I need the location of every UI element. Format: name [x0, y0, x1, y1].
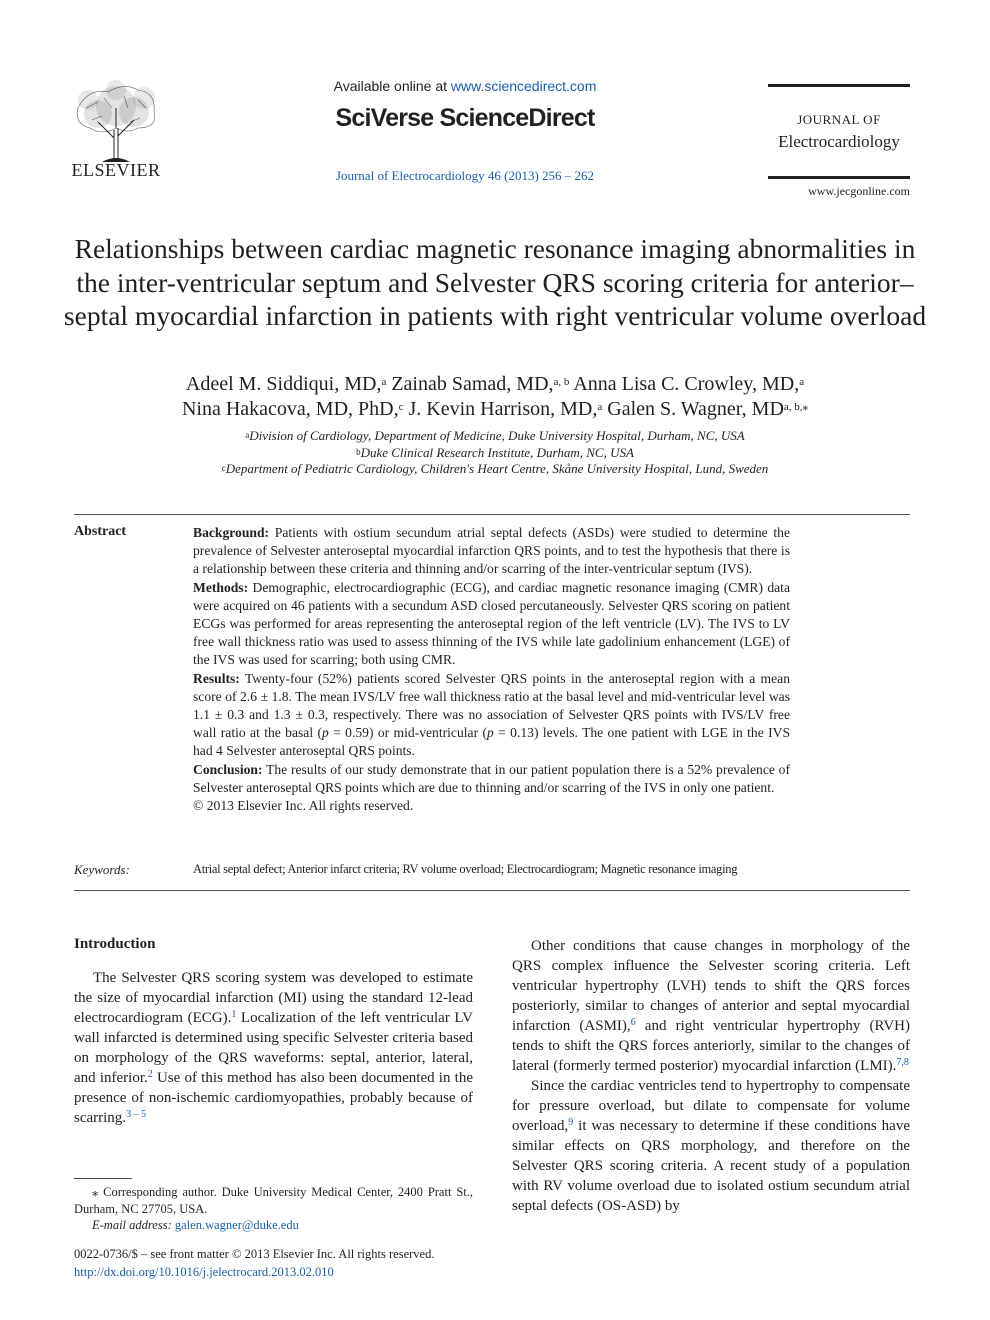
affiliation-text: Duke Clinical Research Institute, Durham, NC, USA [360, 444, 634, 460]
paragraph-text: Use of this method has also been documented in the presence of non-ischemic cardiomyopathies, probably because of scarring. [74, 1070, 474, 1126]
affiliation-mark: c [221, 463, 226, 473]
paragraph-text: and right ventricular hypertrophy (RVH) tends to shift the QRS forces anteriorly, similar to the changes of lateral (formerly termed posterior) myocardial infarction (LMI). [512, 1018, 911, 1074]
journal-of-label: JOURNAL OF [797, 112, 881, 127]
email-line [74, 1217, 473, 1234]
email-label: E-mail address: [92, 1218, 175, 1232]
section-text: Twenty-four (52%) patients scored Selvester QRS points in the anteroseptal region with a mean score of 2.6 ± 1.8. The mean IVS/LV free wall thickness ratio at the basal level and mid-ventricular level was 1.1 ± 0.3 and 1.3 ± 0.3, respectively. There was no association of Selvester QRS points with IVS/LV free wall ratio at the basal ( [193, 670, 790, 741]
author-name[interactable]: Galen S. Wagner, MD [607, 398, 784, 420]
section-head: Methods: [193, 579, 249, 595]
author-affil-mark: c [398, 401, 404, 413]
author-name[interactable]: J. Kevin Harrison, MD, [408, 398, 598, 420]
section-head: Results: [193, 670, 240, 686]
affiliation-item [60, 428, 930, 445]
issn-block [74, 1246, 494, 1281]
abstract-label: Abstract [74, 524, 127, 539]
platform-name: SciVerse ScienceDirect [335, 104, 595, 132]
abstract-results [193, 670, 790, 761]
reference-link[interactable]: 3 – 5 [126, 1109, 147, 1120]
abstract-background [193, 524, 790, 579]
issn-line: 0022-0736/$ – see front matter © 2013 Elsevier Inc. All rights reserved. [74, 1247, 435, 1261]
affiliation-mark: a [245, 430, 250, 440]
affiliation-item [60, 461, 930, 478]
affiliation-mark: b [356, 446, 361, 457]
abstract-top-rule [74, 514, 910, 515]
paragraph-text: The Selvester QRS scoring system was developed to estimate the size of myocardial infarction (MI) using the standard 12-lead electrocardiogram (ECG). [74, 970, 473, 1026]
section-head: Background: [193, 525, 270, 540]
sciencedirect-link[interactable]: www.sciencedirect.com [450, 78, 597, 94]
p-value-symbol: p [322, 725, 329, 741]
abstract-body [193, 524, 790, 815]
reference-link[interactable]: 6 [630, 1017, 636, 1028]
author-name[interactable]: Nina Hakacova, MD, PhD, [181, 398, 399, 420]
section-text: = 0.13) levels. The one patient with LGE in the IVS had 4 Selvester anteroseptal QRS points. [193, 725, 791, 759]
author-affil-mark: a [381, 376, 387, 388]
author-affil-mark: a, b,⁎ [783, 401, 809, 413]
affiliation-item [60, 445, 930, 462]
corresponding-footnote [74, 1184, 473, 1234]
author-name[interactable]: Adeel M. Siddiqui, MD, [185, 373, 382, 395]
affiliation-text: Division of Cardiology, Department of Medicine, Duke University Hospital, Durham, NC, USA [249, 428, 745, 443]
abstract-bottom-rule [74, 890, 910, 891]
journal-rule-top [768, 84, 910, 87]
reference-link[interactable]: 7,8 [896, 1057, 909, 1068]
corresponding-author: ⁎ Corresponding author. Duke University Medical Center, 2400 Pratt St., Durham, NC 27705, USA. [74, 1185, 473, 1216]
keywords-list: Atrial septal defect; Anterior infarct criteria; RV volume overload; Electrocardiogram; Magnetic resonance imaging [193, 862, 738, 876]
paragraph [74, 968, 473, 1128]
right-column [512, 936, 910, 1216]
left-column [74, 968, 473, 1128]
article-title: Relationships between cardiac magnetic resonance imaging abnormalities in the inter-ventricular septum and Selvester QRS scoring criteria for anterior–septal myocardial infarction in patients with right ventricular volume overload [63, 233, 927, 331]
paragraph-text: Other conditions that cause changes in morphology of the QRS complex influence the Selvester scoring criteria. Left ventricular hypertrophy (LVH) tends to shift the QRS forces posteriorly, similar to changes of anterior and septal myocardial infarction (ASMI), [512, 938, 910, 1034]
author-affil-mark: a [597, 401, 603, 413]
author-affil-mark: a [799, 376, 805, 388]
section-text: Patients with ostium secundum atrial septal defects (ASDs) were studied to determine the prevalence of Selvester anteroseptal myocardial infarction QRS points, and to test the hypothesis that there is a relationship between these criteria and thinning and/or scarring of the inter-ventricular septum (IVS). [193, 525, 790, 577]
section-text: Demographic, electrocardiographic (ECG), and cardiac magnetic resonance imaging (CMR) data were acquired on 46 patients with a secundum ASD closed percutaneously. Selvester QRS scoring on patient ECGs was performed for areas representing the anteroseptal region of the left ventricle (LV). The IVS to LV free wall thickness ratio was used to assess thinning of the IVS while late gadolinium enhancement (LGE) of the IVS was used for scarring; both using CMR. [193, 579, 790, 668]
publisher-wordmark: ELSEVIER [71, 160, 161, 180]
paragraph-text: Localization of the left ventricular LV wall infarcted is determined using specific Selvester criteria based on morphology of the QRS waveforms: septal, anterior, lateral, and inferior. [74, 1010, 474, 1086]
reference-link[interactable]: 1 [231, 1009, 237, 1020]
journal-name: Electrocardiology [778, 132, 900, 151]
journal-rule-bottom [768, 176, 910, 179]
footnote-rule [74, 1178, 132, 1179]
affiliations [60, 428, 930, 478]
section-text: The results of our study demonstrate that in our patient population there is a 52% prevalence of Selvester anteroseptal QRS points which are due to thinning and/or scarring of the IVS in only one patient. [193, 761, 790, 795]
author-list [60, 372, 930, 422]
p-value-symbol: p [486, 725, 494, 741]
doi-link[interactable]: http://dx.doi.org/10.1016/j.jelectrocard.2013.02.010 [74, 1264, 334, 1279]
abstract-methods [193, 579, 790, 670]
paragraph-text: it was necessary to determine if these conditions have similar effects on QRS morphology, and therefore on the Selvester QRS scoring criteria. A recent study of a population with RV volume overload due to isolated ostium secundum atrial septal defects (OS-ASD) by [512, 1118, 910, 1214]
paragraph-text: Since the cardiac ventricles tend to hypertrophy to compensate for pressure overload, but dilate to compensate for volume overload, [512, 1078, 910, 1134]
author-name[interactable]: Zainab Samad, MD, [391, 373, 554, 395]
journal-url-link[interactable]: www.jecgonline.com [808, 184, 910, 198]
available-online-line [300, 78, 630, 94]
section-head: Conclusion: [193, 761, 263, 777]
author-affil-mark: a, b [553, 376, 570, 388]
email-link[interactable]: galen.wagner@duke.edu [174, 1218, 299, 1232]
affiliation-text: Department of Pediatric Cardiology, Children's Heart Centre, Skåne University Hospital, Lund, Sweden [225, 461, 769, 476]
abstract-conclusion [193, 761, 790, 797]
paragraph [512, 1076, 910, 1216]
author-line-1 [60, 372, 930, 397]
available-prefix: Available online at [333, 78, 451, 94]
reference-link[interactable]: 2 [147, 1069, 153, 1080]
paragraph [512, 936, 910, 1076]
keywords-label: Keywords: [74, 862, 130, 877]
author-name[interactable]: Anna Lisa C. Crowley, MD, [573, 373, 800, 395]
introduction-heading: Introduction [74, 936, 156, 952]
reference-link[interactable]: 9 [568, 1117, 574, 1128]
author-line-2 [60, 397, 930, 422]
journal-citation-link[interactable]: Journal of Electrocardiology 46 (2013) 256 – 262 [335, 168, 595, 183]
section-text: = 0.59) or mid-ventricular ( [328, 725, 487, 741]
abstract-copyright: © 2013 Elsevier Inc. All rights reserved. [193, 798, 414, 814]
